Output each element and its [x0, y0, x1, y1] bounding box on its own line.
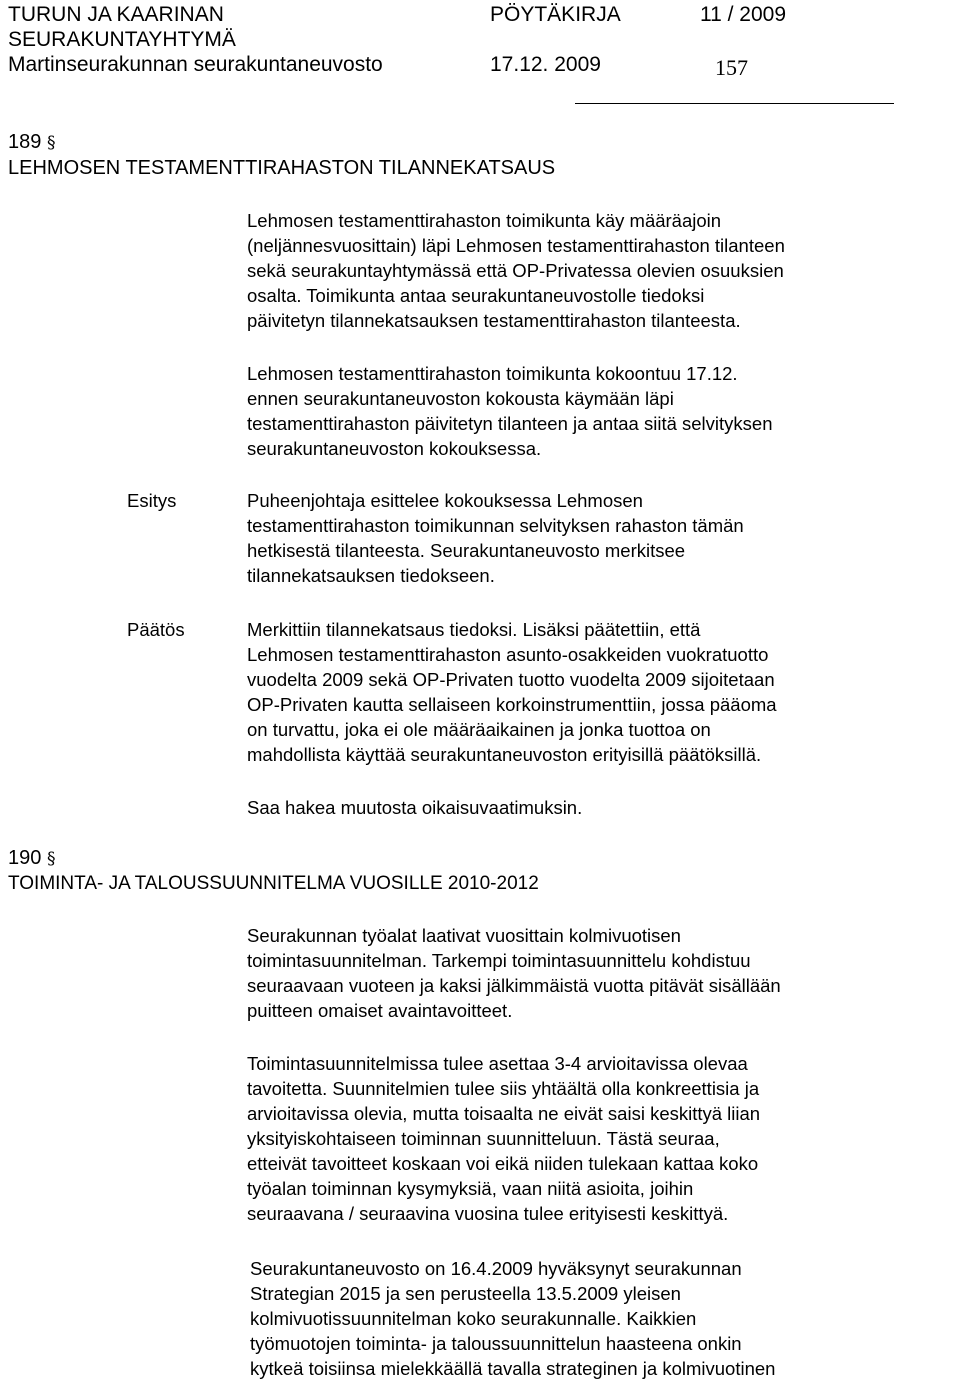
section-189-paragraph-2	[247, 361, 947, 461]
section-190-title: TOIMINTA- JA TALOUSSUUNNITELMA VUOSILLE 2010-2012	[8, 873, 539, 894]
text-line: arvioitavissa olevia, mutta toisaalta ne eivät saisi keskittyä liian	[247, 1103, 761, 1124]
text-line: OP-Privaten kautta sellaiseen korkoinstrumenttiin, jossa pääoma	[247, 694, 777, 715]
text-line: kytkeä toisiinsa mielekkäällä tavalla strateginen ja kolmivuotinen	[250, 1358, 776, 1379]
section-190-paragraph-2	[247, 1051, 947, 1226]
text-line: hetkisestä tilanteesta. Seurakuntaneuvosto merkitsee	[247, 540, 686, 561]
text-line: Seurakunnan työalat laativat vuosittain kolmivuotisen	[247, 925, 681, 946]
decision-label: Päätös	[127, 619, 185, 640]
text-line: (neljännesvuosittain) läpi Lehmosen testamenttirahaston tilanteen	[247, 235, 785, 256]
text-line: Lehmosen testamenttirahaston toimikunta kokoontuu 17.12.	[247, 363, 738, 384]
header-rule	[575, 103, 894, 104]
org-name-line1: TURUN JA KAARINAN	[8, 3, 224, 26]
proposal-text	[247, 488, 947, 588]
text-line: Strategian 2015 ja sen perusteella 13.5.2009 yleisen	[250, 1283, 681, 1304]
meeting-number: 11 / 2009	[700, 3, 787, 26]
text-line: työmuotojen toiminta- ja taloussuunnittelun haasteena onkin	[250, 1333, 742, 1354]
text-line: testamenttirahaston päivitetyn tilanteen ja antaa siitä selvityksen	[247, 413, 773, 434]
text-line: testamenttirahaston toimikunnan selvityksen rahaston tämän	[247, 515, 744, 536]
section-189-heading	[8, 131, 55, 154]
section-190-paragraph-3	[250, 1256, 950, 1381]
section-190-paragraph-1	[247, 923, 947, 1023]
text-line: osalta. Toimikunta antaa seurakuntaneuvostolle tiedoksi	[247, 285, 705, 306]
text-line: tavoitetta. Suunnitelmien tulee siis yhtäältä olla konkreettisia ja	[247, 1078, 760, 1099]
section-sign: §	[46, 133, 56, 153]
text-line: Lehmosen testamenttirahaston toimikunta käy määräajoin	[247, 210, 722, 231]
text-line: ennen seurakuntaneuvoston kokousta käymään läpi	[247, 388, 674, 409]
section-190-heading	[8, 847, 55, 870]
text-line: päivitetyn tilannekatsauksen testamenttirahaston tilanteesta.	[247, 310, 741, 331]
text-line: sekä seurakuntayhtymässä että OP-Privatessa olevien osuuksien	[247, 260, 784, 281]
text-line: tilannekatsauksen tiedokseen.	[247, 565, 495, 586]
decision-text	[247, 617, 947, 767]
text-line: seuraavaan vuoteen ja kaksi jälkimmäistä vuotta pitävät sisällään	[247, 975, 781, 996]
text-line: mahdollista käyttää seurakuntaneuvoston erityisillä päätöksillä.	[247, 744, 762, 765]
text-line: on turvattu, joka ei ole määräaikainen ja jonka tuottoa on	[247, 719, 711, 740]
text-line: yksityiskohtaiseen toiminnan suunnitteluun. Tästä seuraa,	[247, 1128, 720, 1149]
text-line: toimintasuunnitelman. Tarkempi toimintasuunnittelu kohdistuu	[247, 950, 751, 971]
text-line: Toimintasuunnitelmissa tulee asettaa 3-4 arvioitavissa olevaa	[247, 1053, 748, 1074]
section-number: 190	[8, 847, 42, 869]
text-line: etteivät tavoitteet koskaan voi eikä niiden tulekaan kattaa koko	[247, 1153, 759, 1174]
appeal-text	[247, 795, 947, 820]
section-189-title: LEHMOSEN TESTAMENTTIRAHASTON TILANNEKATSAUS	[8, 157, 556, 179]
section-number: 189	[8, 131, 42, 153]
text-line: Lehmosen testamenttirahaston asunto-osakkeiden vuokratuotto	[247, 644, 769, 665]
text-line: Seurakuntaneuvosto on 16.4.2009 hyväksynyt seurakunnan	[250, 1258, 742, 1279]
text-line: työalan toiminnan kysymyksiä, vaan niitä asioita, joihin	[247, 1178, 694, 1199]
text-line: Saa hakea muutosta oikaisuvaatimuksin.	[247, 797, 583, 818]
org-name-line3: Martinseurakunnan seurakuntaneuvosto	[8, 53, 383, 76]
text-line: kolmivuotissuunnitelman koko seurakunnalle. Kaikkien	[250, 1308, 697, 1329]
text-line: vuodelta 2009 sekä OP-Privaten tuotto vuodelta 2009 sijoitetaan	[247, 669, 775, 690]
page-number: 157	[715, 55, 748, 80]
meeting-date: 17.12. 2009	[490, 53, 601, 76]
text-line: Puheenjohtaja esittelee kokouksessa Lehmosen	[247, 490, 643, 511]
text-line: seurakuntaneuvoston kokouksessa.	[247, 438, 542, 459]
section-189-paragraph-1	[247, 208, 947, 333]
proposal-label: Esitys	[127, 490, 177, 511]
text-line: seuraavana / seuraavina vuosina tulee erityisesti keskittyä.	[247, 1203, 729, 1224]
text-line: puitteen omaiset avaintavoitteet.	[247, 1000, 513, 1021]
document-type: PÖYTÄKIRJA	[490, 3, 621, 26]
text-line: Merkittiin tilannekatsaus tiedoksi. Lisäksi päätettiin, että	[247, 619, 701, 640]
section-sign: §	[46, 849, 56, 869]
org-name-line2: SEURAKUNTAYHTYMÄ	[8, 28, 236, 51]
